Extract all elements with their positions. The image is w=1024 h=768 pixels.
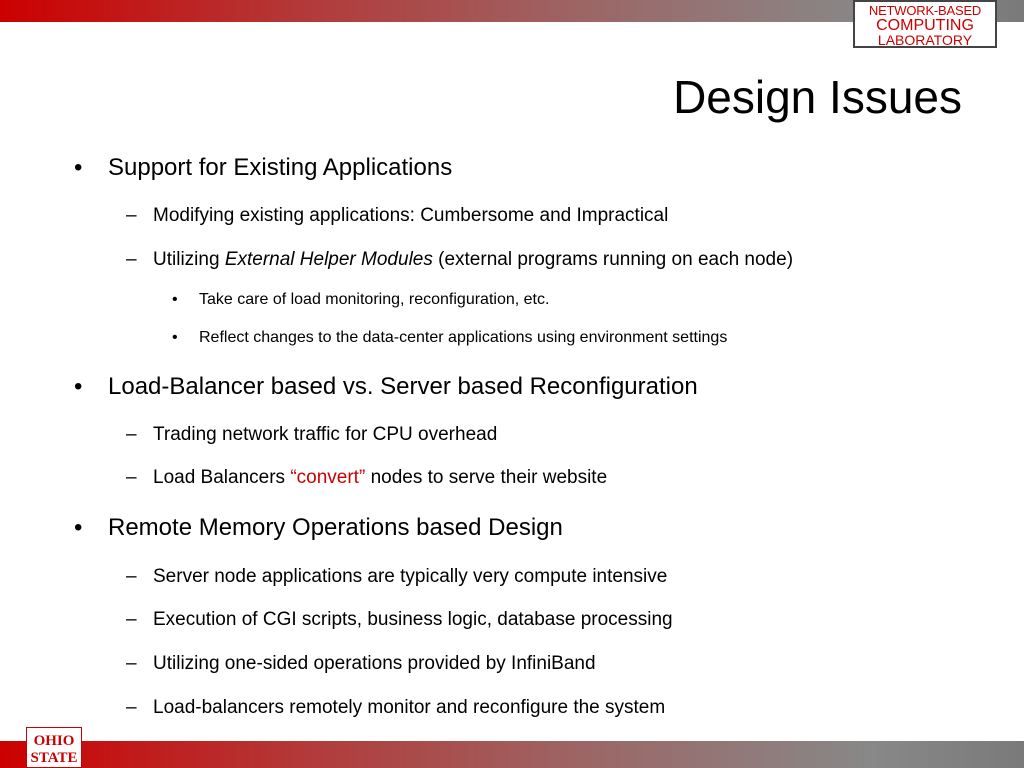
sub-sub-item-text: Reflect changes to the data-center applications using environment settings — [199, 329, 728, 346]
bullet-item — [74, 514, 563, 542]
bullet-item — [74, 154, 453, 182]
bullet-marker: • — [74, 154, 83, 181]
sub-item-prefix: Utilizing — [153, 249, 225, 270]
bullet-marker: • — [74, 514, 83, 541]
slide-title: Design Issues — [673, 71, 962, 123]
bullet-text: Remote Memory Operations based Design — [108, 514, 563, 541]
ohio-state-logo-graphic — [27, 728, 81, 767]
lab-logo — [853, 0, 997, 48]
dash-marker: – — [126, 653, 137, 674]
bottom-banner-bar — [0, 741, 1024, 768]
sub-item-text: Load-balancers remotely monitor and reconfigure the system — [153, 697, 666, 718]
sub-item — [126, 696, 666, 720]
dot-marker: • — [172, 329, 178, 346]
lab-logo-line-3: LABORATORY — [877, 32, 973, 48]
sub-item-text — [153, 248, 793, 272]
sub-item-text — [153, 466, 607, 490]
bullet-text: Load-Balancer based vs. Server based Reconfiguration — [108, 373, 698, 400]
sub-sub-item-text: Take care of load monitoring, reconfiguration, etc. — [199, 291, 550, 308]
sub-item-emphasis: External Helper Modules — [224, 249, 433, 270]
dash-marker: – — [126, 697, 137, 718]
sub-item — [126, 608, 673, 632]
ohio-state-logo-line-2: STATE — [30, 750, 78, 766]
sub-item-prefix: Load Balancers — [153, 467, 291, 488]
bullet-text: Support for Existing Applications — [108, 154, 453, 181]
sub-item-suffix: nodes to serve their website — [365, 467, 608, 488]
sub-item — [126, 423, 498, 447]
sub-item-suffix: (external programs running on each node) — [432, 249, 794, 270]
bullet-marker: • — [74, 373, 83, 400]
sub-item-text: Utilizing one-sided operations provided by InfiniBand — [153, 653, 596, 674]
ohio-state-logo-line-1: OHIO — [33, 733, 75, 749]
sub-item-text: Execution of CGI scripts, business logic, database processing — [153, 609, 673, 630]
sub-sub-item — [172, 290, 550, 310]
lab-logo-line-1: NETWORK-BASED — [868, 3, 982, 18]
dash-marker: – — [126, 609, 137, 630]
dash-marker: – — [126, 205, 137, 226]
sub-item-highlight: “convert” — [290, 467, 366, 488]
lab-logo-line-2: COMPUTING — [876, 17, 974, 34]
ohio-state-logo — [26, 727, 82, 768]
dash-marker: – — [126, 566, 137, 587]
sub-sub-item — [172, 328, 728, 348]
sub-item — [126, 466, 608, 490]
sub-item-text: Trading network traffic for CPU overhead — [153, 424, 498, 445]
sub-item — [126, 248, 794, 272]
dot-marker: • — [172, 291, 178, 308]
sub-item-text: Server node applications are typically very compute intensive — [153, 566, 668, 587]
dash-marker: – — [126, 467, 137, 488]
bullet-item — [74, 373, 698, 401]
sub-item — [126, 652, 596, 676]
sub-item-text: Modifying existing applications: Cumbersome and Impractical — [153, 205, 669, 226]
dash-marker: – — [126, 249, 137, 270]
sub-item — [126, 204, 669, 228]
dash-marker: – — [126, 424, 137, 445]
sub-item — [126, 565, 668, 589]
